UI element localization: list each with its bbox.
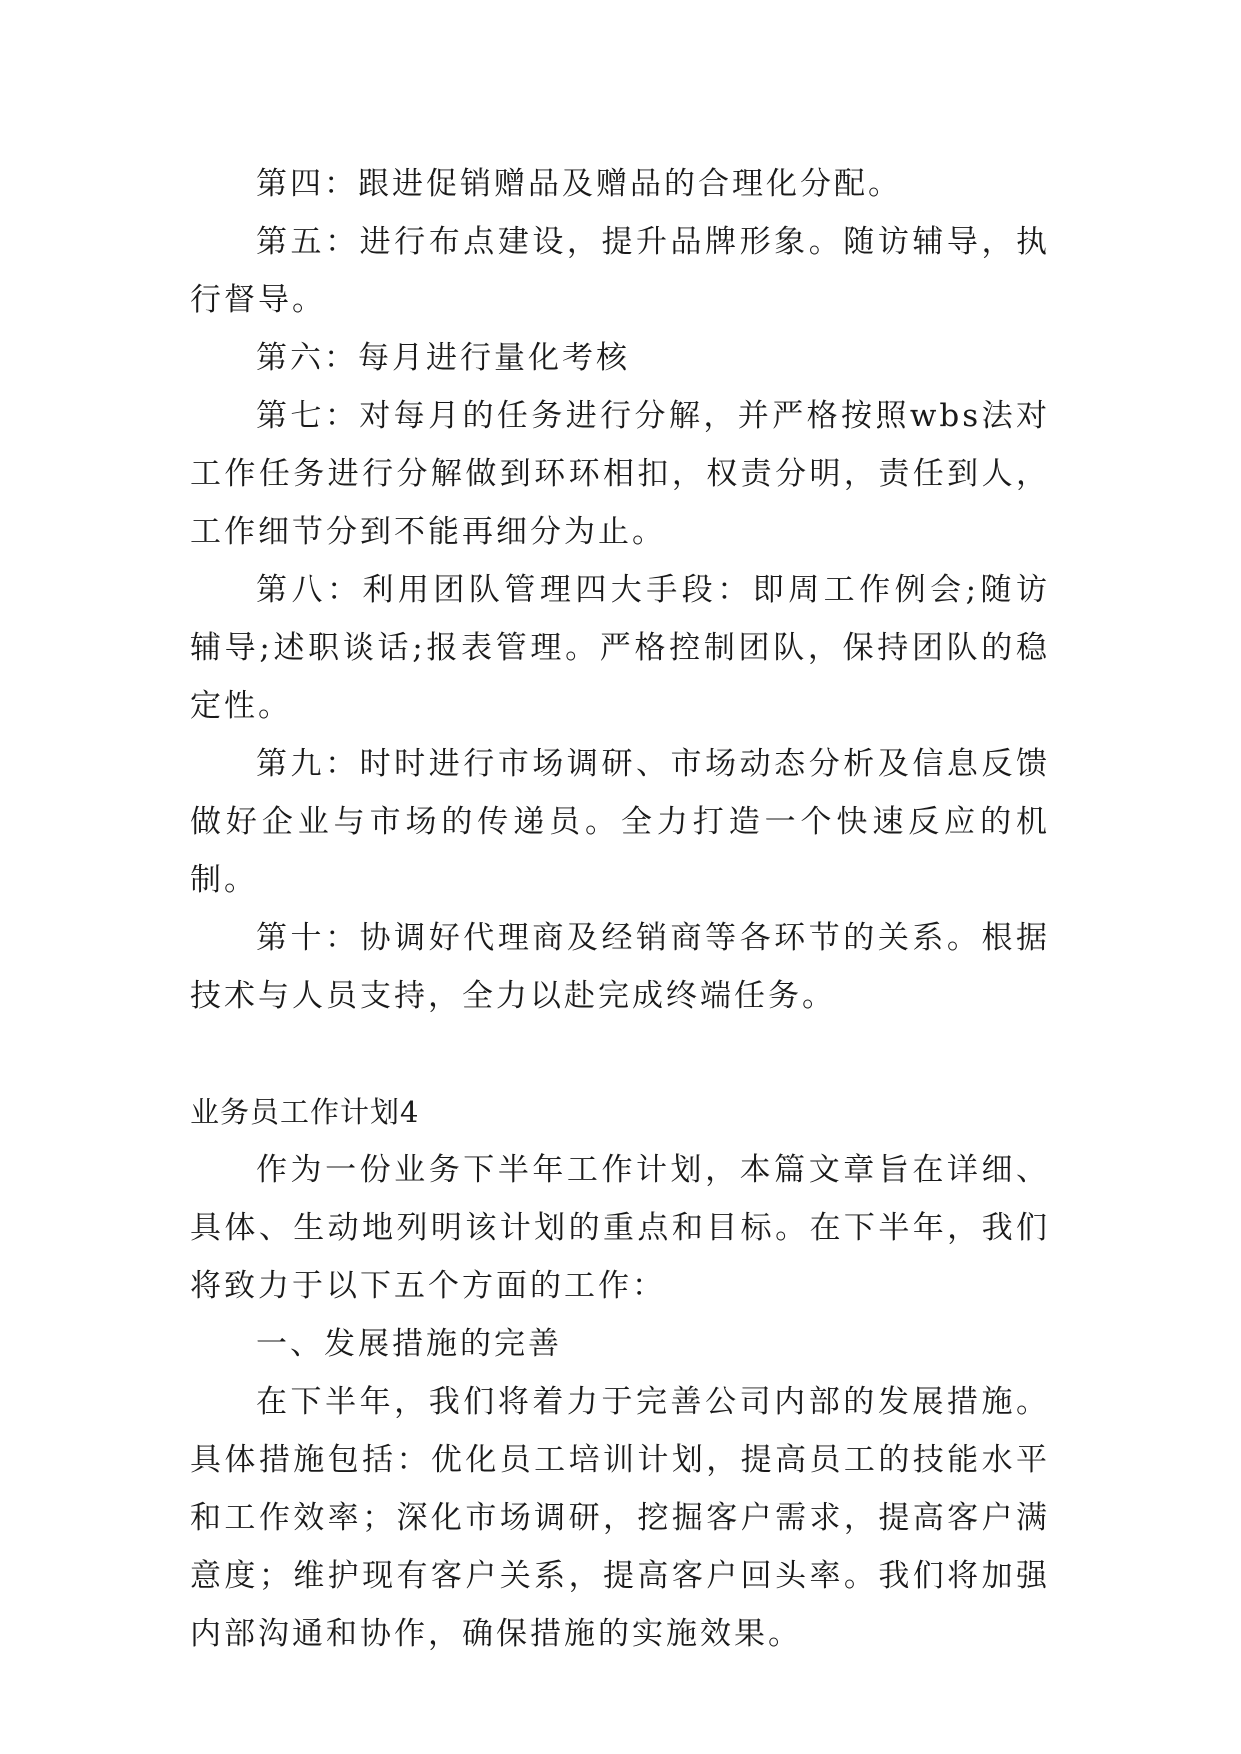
subheading-development-measures: 一、发展措施的完善 (256, 1326, 562, 1362)
paragraph-item-8: 第八：利用团队管理四大手段：即周工作例会;随访辅导;述职谈话;报表管理。严格控制团队，保持团队的稳定性。 (190, 572, 1050, 724)
paragraph-item-5: 第五：进行布点建设，提升品牌形象。随访辅导，执行督导。 (190, 224, 1050, 318)
paragraph-item-6: 第六：每月进行量化考核 (256, 340, 630, 376)
intro-paragraph: 作为一份业务下半年工作计划，本篇文章旨在详细、具体、生动地列明该计划的重点和目标。在下半年，我们将致力于以下五个方面的工作： (190, 1152, 1050, 1304)
paragraph-item-9: 第九：时时进行市场调研、市场动态分析及信息反馈做好企业与市场的传递员。全力打造一个快速反应的机制。 (190, 746, 1050, 898)
section-heading: 业务员工作计划4 (190, 1095, 420, 1129)
measures-paragraph: 在下半年，我们将着力于完善公司内部的发展措施。具体措施包括：优化员工培训计划，提高员工的技能水平和工作效率；深化市场调研，挖掘客户需求，提高客户满意度；维护现有客户关系，提高客户回头率。我们将加强内部沟通和协作，确保措施的实施效果。 (190, 1384, 1050, 1652)
paragraph-item-4: 第四：跟进促销赠品及赠品的合理化分配。 (256, 166, 902, 202)
document-body (190, 155, 1050, 1663)
paragraph-item-10: 第十：协调好代理商及经销商等各环节的关系。根据技术与人员支持，全力以赴完成终端任务。 (190, 920, 1050, 1014)
paragraph-item-7: 第七：对每月的任务进行分解，并严格按照wbs法对工作任务进行分解做到环环相扣，权责分明，责任到人，工作细节分到不能再细分为止。 (190, 398, 1050, 550)
